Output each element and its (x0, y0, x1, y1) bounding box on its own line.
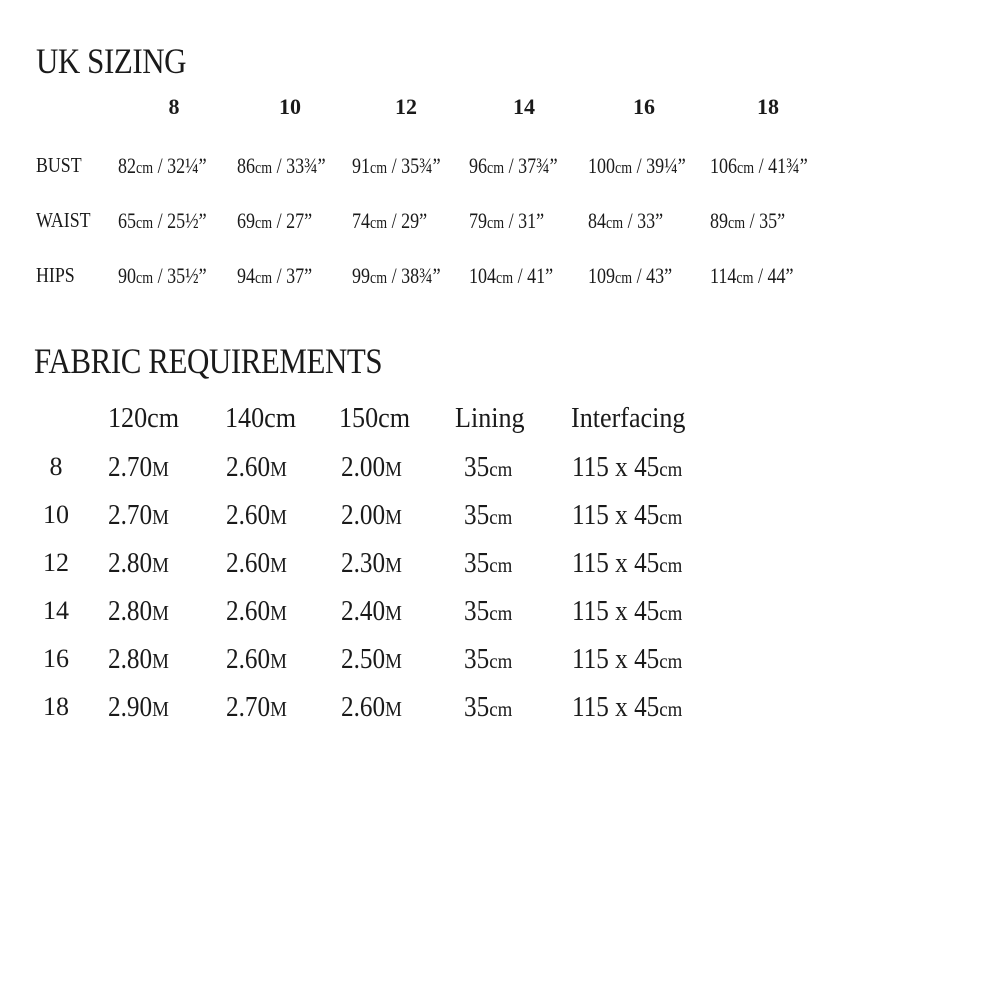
size-header: 14 (513, 94, 535, 119)
fabric-140cm: 2.60M (226, 500, 287, 531)
row-label: WAIST (36, 208, 91, 232)
lining: 35cm (464, 596, 513, 627)
measurement-cell: 96cm / 37¾” (469, 153, 558, 178)
size-label: 10 (43, 500, 69, 529)
fabric-120cm: 2.70M (108, 452, 169, 483)
fabric-120cm: 2.90M (108, 692, 169, 723)
measurement-cell: 89cm / 35” (710, 208, 786, 233)
fabric-150cm: 2.40M (341, 596, 402, 627)
interfacing: 115 x 45cm (572, 452, 683, 483)
fabric-150cm: 2.00M (341, 452, 402, 483)
fabric-150cm: 2.60M (341, 692, 402, 723)
measurement-cell: 104cm / 41” (469, 263, 554, 288)
column-header-interfacing: Interfacing (571, 402, 686, 434)
interfacing: 115 x 45cm (572, 644, 683, 675)
size-label: 16 (43, 644, 69, 673)
interfacing: 115 x 45cm (572, 596, 683, 627)
measurement-cell: 86cm / 33¾” (237, 153, 326, 178)
lining: 35cm (464, 500, 513, 531)
size-label: 18 (43, 692, 69, 721)
fabric-150cm: 2.30M (341, 548, 402, 579)
fabric-requirements-title: FABRIC REQUIREMENTS (34, 341, 383, 381)
lining: 35cm (464, 692, 513, 723)
fabric-120cm: 2.80M (108, 596, 169, 627)
size-header: 18 (757, 94, 779, 119)
interfacing: 115 x 45cm (572, 548, 683, 579)
size-label: 14 (43, 596, 69, 625)
interfacing: 115 x 45cm (572, 692, 683, 723)
measurement-cell: 106cm / 41¾” (710, 153, 808, 178)
measurement-cell: 79cm / 31” (469, 208, 545, 233)
row-label: BUST (36, 153, 82, 177)
lining: 35cm (464, 452, 513, 483)
size-label: 8 (49, 452, 63, 481)
measurement-cell: 84cm / 33” (588, 208, 664, 233)
measurement-cell: 109cm / 43” (588, 263, 673, 288)
fabric-140cm: 2.60M (226, 548, 287, 579)
measurement-cell: 69cm / 27” (237, 208, 313, 233)
fabric-120cm: 2.70M (108, 500, 169, 531)
size-header: 12 (395, 94, 417, 119)
fabric-120cm: 2.80M (108, 548, 169, 579)
uk-sizing-title: UK SIZING (36, 41, 187, 81)
size-header: 8 (168, 94, 180, 119)
measurement-cell: 74cm / 29” (352, 208, 428, 233)
column-header-140cm: 140cm (225, 402, 297, 434)
interfacing: 115 x 45cm (572, 500, 683, 531)
fabric-140cm: 2.60M (226, 596, 287, 627)
measurement-cell: 82cm / 32¼” (118, 153, 207, 178)
lining: 35cm (464, 644, 513, 675)
fabric-140cm: 2.70M (226, 692, 287, 723)
fabric-120cm: 2.80M (108, 644, 169, 675)
fabric-140cm: 2.60M (226, 452, 287, 483)
measurement-cell: 65cm / 25½” (118, 208, 207, 233)
measurement-cell: 91cm / 35¾” (352, 153, 441, 178)
column-header-lining: Lining (455, 402, 525, 434)
lining: 35cm (464, 548, 513, 579)
column-header-120cm: 120cm (108, 402, 180, 434)
measurement-cell: 94cm / 37” (237, 263, 313, 288)
fabric-140cm: 2.60M (226, 644, 287, 675)
size-header: 16 (633, 94, 655, 119)
fabric-150cm: 2.50M (341, 644, 402, 675)
measurement-cell: 114cm / 44” (710, 263, 794, 288)
fabric-150cm: 2.00M (341, 500, 402, 531)
column-header-150cm: 150cm (339, 402, 411, 434)
size-label: 12 (43, 548, 69, 577)
measurement-cell: 90cm / 35½” (118, 263, 207, 288)
row-label: HIPS (36, 263, 75, 287)
measurement-cell: 99cm / 38¾” (352, 263, 441, 288)
measurement-cell: 100cm / 39¼” (588, 153, 686, 178)
size-header: 10 (279, 94, 301, 119)
